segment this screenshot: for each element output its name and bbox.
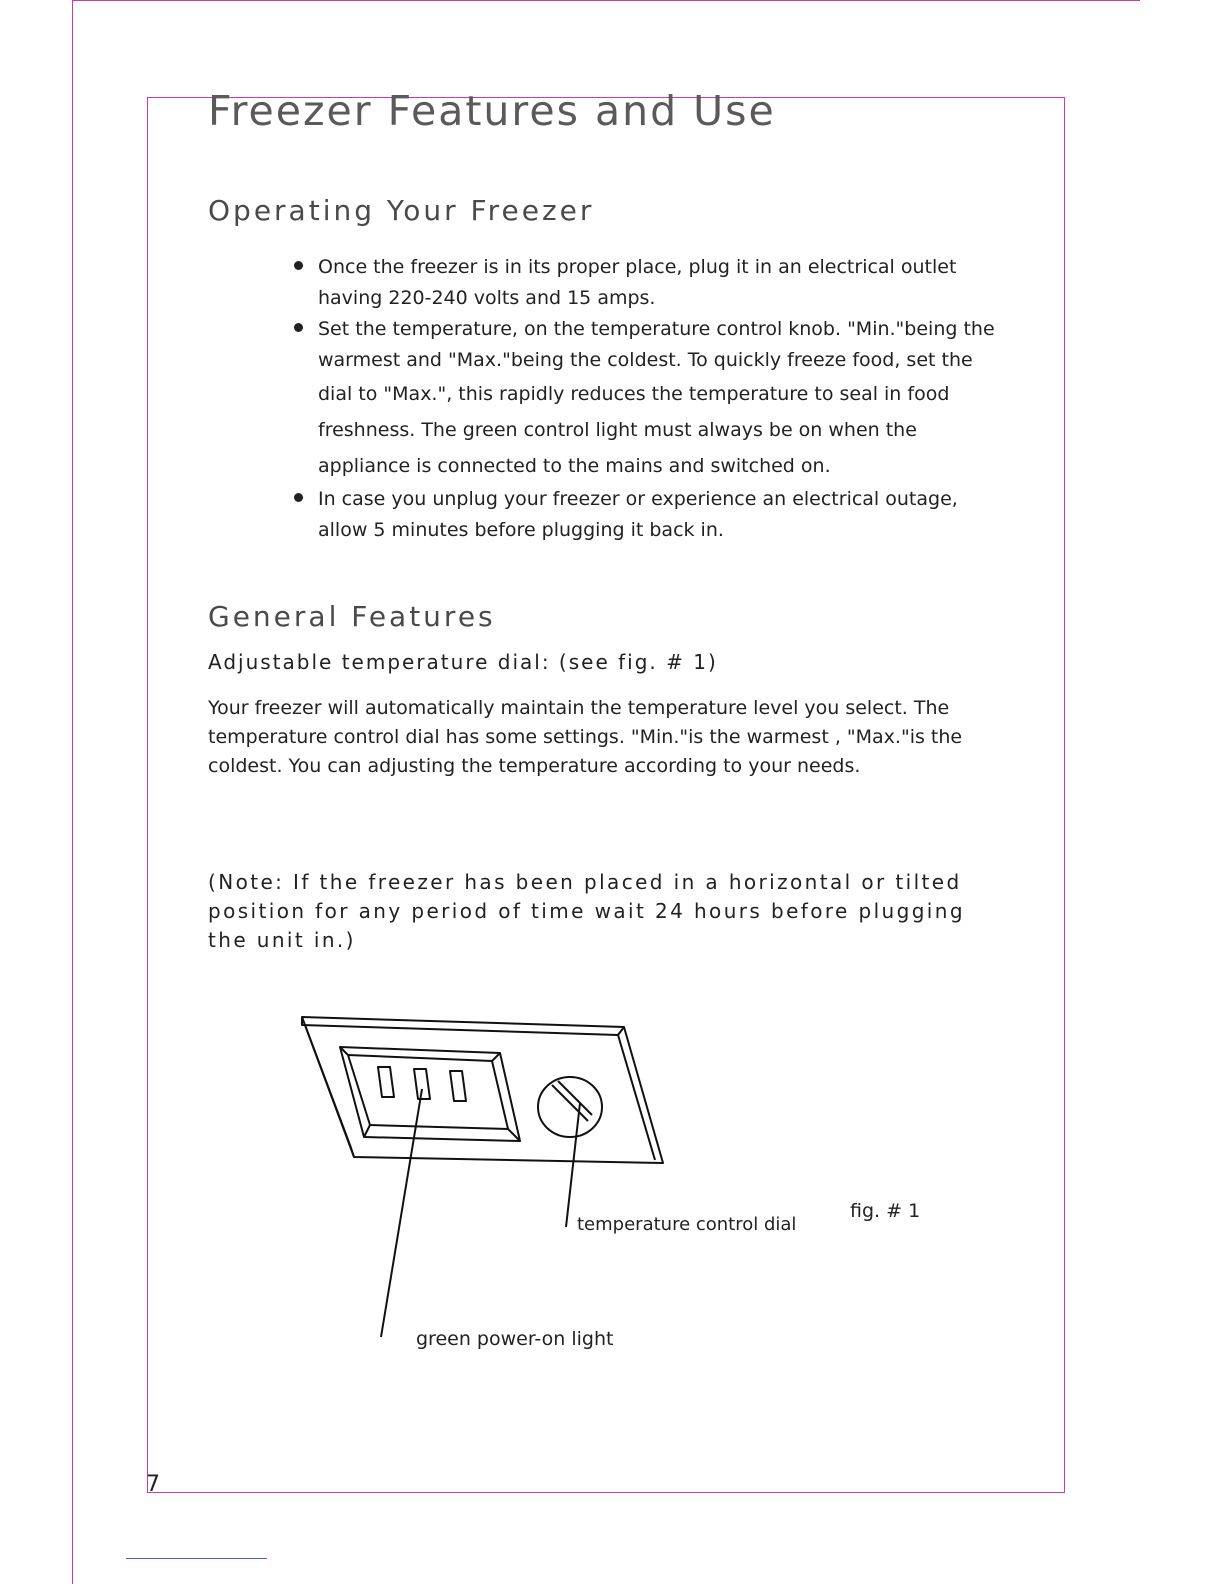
bullet-item <box>318 484 1018 546</box>
page-number: 7 <box>146 1472 160 1497</box>
dial-outer <box>538 1077 602 1137</box>
dial-description: Your freezer will automatically maintain the temperature level you select. The temperature control dial has some settings. "Min."is the warmest , "Max."is the coldest. You can adjusting the temperature according to your needs. <box>208 697 963 777</box>
bullet-line: allow 5 minutes before plugging it back in. <box>318 519 724 541</box>
page-top-rule <box>72 0 1140 1</box>
page-bottom-rule <box>126 1558 267 1559</box>
bullet-item <box>318 314 1018 484</box>
bullet-line: In case you unplug your freezer or experience an electrical outage, <box>318 488 958 510</box>
bullet-dot-icon <box>294 261 303 270</box>
page-title: Freezer Features and Use <box>208 87 776 135</box>
figure-caption: fig. # 1 <box>850 1200 921 1222</box>
bullet-dot-icon <box>294 493 303 502</box>
bullet-line: dial to "Max.", this rapidly reduces the temperature to seal in food <box>318 383 950 405</box>
panel-right-edge <box>618 1035 655 1160</box>
panel-bottom-edge <box>305 1025 354 1157</box>
page-left-rule <box>72 0 73 1584</box>
bullet-line: freshness. The green control light must always be on when the <box>318 419 917 441</box>
bullet-line: warmest and "Max."being the coldest. To quickly freeze food, set the <box>318 349 973 371</box>
panel-outline <box>302 1017 663 1163</box>
operating-heading: Operating Your Freezer <box>208 194 595 227</box>
operating-bullet-list <box>318 252 1018 546</box>
general-heading: General Features <box>208 600 496 633</box>
dial-leader-line <box>566 1103 580 1227</box>
indicator-right <box>450 1071 466 1101</box>
bullet-line: Set the temperature, on the temperature control knob. "Min."being the <box>318 318 995 340</box>
bullet-line: appliance is connected to the mains and switched on. <box>318 455 831 477</box>
placement-note: (Note: If the freezer has been placed in a horizontal or tilted position for any period of time wait 24 hours before plugging the unit in.) <box>208 870 965 952</box>
dial-subheading: Adjustable temperature dial: (see fig. # 1) <box>208 650 718 674</box>
display-inner <box>348 1055 508 1129</box>
bullet-dot-icon <box>294 323 303 332</box>
light-label: green power-on light <box>416 1328 614 1350</box>
bullet-line: Once the freezer is in its proper place, plug it in an electrical outlet <box>318 256 957 278</box>
dial-label: temperature control dial <box>577 1214 797 1235</box>
dial-pointer <box>552 1081 592 1121</box>
control-panel-figure <box>290 1005 680 1355</box>
bullet-line: having 220-240 volts and 15 amps. <box>318 287 656 309</box>
bullet-item <box>318 252 1018 314</box>
indicator-left <box>378 1067 394 1097</box>
